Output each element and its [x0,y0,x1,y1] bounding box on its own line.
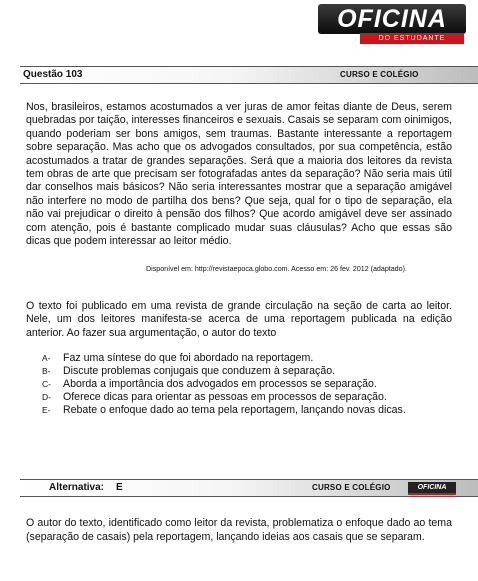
option-letter: B- [42,366,51,376]
logo-wordmark: OFICINA [318,4,466,34]
answer-explanation: O autor do texto, identificado como leitor da revista, problematiza o enfoque dado ao tema (separação de casais) pela reportagem, lançando ideias aos casais que se separam. [26,517,452,543]
question-stem: O texto foi publicado em uma revista de grande circulação na seção de carta ao leitor. Nele, um dos leitores manifesta-se acerca de uma reportagem publicada na edição anterior. Ao fazer sua argumentação, o autor do texto [26,300,452,339]
question-number: Questão 103 [23,69,83,80]
option-text: Discute problemas conjugais que conduzem à separação. [63,365,336,377]
option-letter: C- [42,379,51,389]
option-text: Faz uma síntese do que foi abordado na reportagem. [63,352,314,364]
option-b [42,365,448,378]
option-text: Rebate o enfoque dado ao tema pela reportagem, lançando novas dicas. [63,404,406,416]
answer-value: E [116,482,123,493]
reader-letter-passage: Nos, brasileiros, estamos acostumados a ver juras de amor feitas diante de Deus, serem quebradas por taição, interesses financeiros e sexuais. Casais se separam com oinimigos, quando poderiam ser bons amigos, sem traumas. Bastante interessante a reportagem sobre separação. Mas acho que os advogados consultados, por sua competência, estão acostumados a tratar de grandes separações. Será que a maioria dos leitores da revista tem obras de arte que precisam ser fotografadas antes da separação? Não seria mais útil dar conselhos mais básicos? Não seria interessantes mostrar que a separação amigável não interfere no modo de partilha dos bens? Que seja, qual for o tipo de separação, ela não vai prejudicar o direito à pensão dos filhos? Que acordo amigável deve ser assinado com atenção, pois é bastante complicado mudar suas cláusulas? Acho que essas são dicas que podem interessar ao leitor médio. [26,101,452,248]
option-letter: A- [42,353,51,363]
logo-tagline: DO ESTUDANTE [360,33,464,44]
option-e [42,404,448,417]
question-header-bar [20,66,478,84]
option-letter: D- [42,392,51,402]
brand-label: CURSO E COLÉGIO [312,483,391,492]
option-text: Oferece dicas para orientar as pessoas em processos de separação. [63,391,387,403]
oficina-logo [318,4,466,44]
source-citation: Disponível em: http://revistaepoca.globo.com. Acesso em: 26 fev. 2012 (adaptado). [146,265,407,273]
answer-label: Alternativa: [49,482,105,493]
option-d [42,391,448,404]
answer-bar [20,479,478,497]
option-a [42,352,448,365]
brand-label: CURSO E COLÉGIO [340,70,419,79]
option-text: Aborda a importância dos advogados em processos se separação. [63,378,377,390]
option-letter: E- [42,405,51,415]
mini-oficina-logo: OFICINA [408,482,456,495]
option-c [42,378,448,391]
answer-options [42,352,448,417]
